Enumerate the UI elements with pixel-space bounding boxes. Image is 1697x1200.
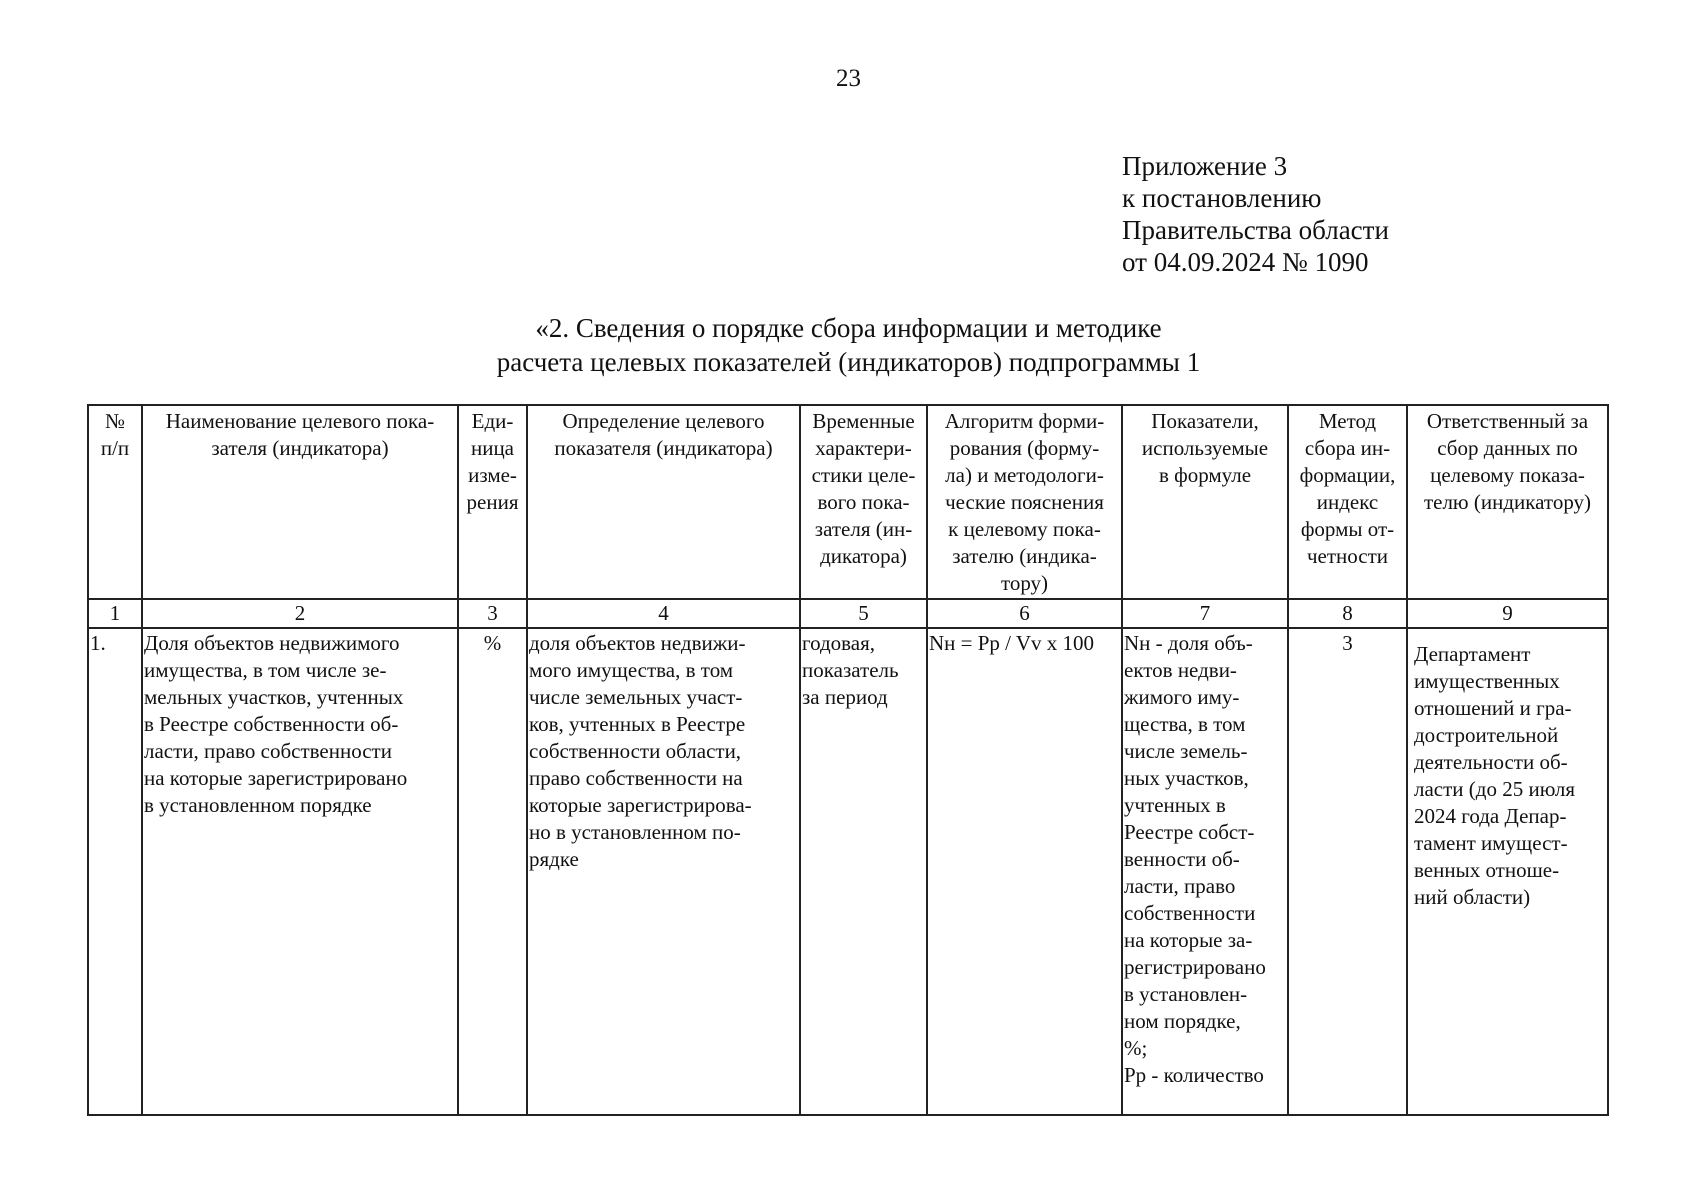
cell-line: изме- bbox=[468, 463, 517, 487]
cell-line: ном порядке, bbox=[1124, 1009, 1241, 1033]
cell-line: зателю (индика- bbox=[952, 544, 1097, 568]
cell-line: в установлен- bbox=[1124, 982, 1248, 1006]
cell-line: характери- bbox=[815, 436, 912, 460]
appendix-block bbox=[1122, 150, 1389, 278]
cell-line: сбор данных по bbox=[1437, 436, 1578, 460]
cell-line: в формуле bbox=[1158, 463, 1252, 487]
cell-line: тору) bbox=[1000, 571, 1049, 595]
appendix-line: к постановлению bbox=[1122, 183, 1322, 213]
cell-line: мельных участков, учтенных bbox=[144, 685, 404, 709]
cell-line: на которые зарегистрировано bbox=[144, 766, 408, 790]
cell-definition bbox=[527, 628, 800, 1115]
header-collection-method bbox=[1288, 405, 1407, 599]
cell-line: телю (индикатору) bbox=[1423, 490, 1592, 514]
cell-line: рения bbox=[466, 490, 519, 514]
column-number: 5 bbox=[800, 599, 927, 628]
cell-line: Метод bbox=[1318, 409, 1377, 433]
cell-line: показатель bbox=[802, 658, 899, 682]
cell-line: рядке bbox=[529, 847, 579, 871]
column-number: 7 bbox=[1122, 599, 1288, 628]
appendix-line: от 04.09.2024 № 1090 bbox=[1122, 247, 1369, 277]
cell-line: достроительной bbox=[1414, 723, 1559, 747]
header-row bbox=[88, 405, 1608, 599]
cell-line: ласти (до 25 июля bbox=[1414, 777, 1576, 801]
page-number: 23 bbox=[836, 65, 861, 92]
cell-line: щества, в том bbox=[1124, 712, 1246, 736]
column-number: 9 bbox=[1407, 599, 1608, 628]
cell-line: ков, учтенных в Реестре bbox=[529, 712, 746, 736]
cell-line: Алгоритм форми- bbox=[944, 409, 1105, 433]
cell-line: ласти, право bbox=[1124, 874, 1236, 898]
header-unit bbox=[458, 405, 527, 599]
cell-line: Временные bbox=[812, 409, 915, 433]
cell-line: жимого иму- bbox=[1124, 685, 1240, 709]
cell-responsible bbox=[1407, 628, 1608, 1115]
cell-line: регистрировано bbox=[1124, 955, 1266, 979]
cell-line: 2024 года Депар- bbox=[1414, 804, 1567, 828]
cell-indicator-name bbox=[142, 628, 458, 1115]
cell-line: учтенных в bbox=[1124, 793, 1226, 817]
cell-line: собственности области, bbox=[529, 739, 742, 763]
table-row bbox=[88, 628, 1608, 1115]
cell-line: стики целе- bbox=[811, 463, 916, 487]
cell-line: формации, bbox=[1299, 463, 1396, 487]
cell-line: венности об- bbox=[1124, 847, 1240, 871]
cell-line: %; bbox=[1124, 1036, 1148, 1060]
cell-line: индекс bbox=[1316, 490, 1379, 514]
cell-line: п/п bbox=[100, 436, 130, 460]
cell-line: Определение целевого bbox=[562, 409, 765, 433]
cell-line: право собственности на bbox=[529, 766, 743, 790]
column-number: 4 bbox=[527, 599, 800, 628]
cell-line: четности bbox=[1306, 544, 1389, 568]
header-formula-indicators bbox=[1122, 405, 1288, 599]
cell-line: № bbox=[104, 409, 126, 433]
cell-line: Nн = Pp / Vv x 100 bbox=[929, 631, 1095, 655]
title-line: «2. Сведения о порядке сбора информации и методике bbox=[535, 313, 1162, 343]
cell-line: Реестре собст- bbox=[1124, 820, 1255, 844]
cell-line: на которые за- bbox=[1124, 928, 1253, 952]
cell-line: ных участков, bbox=[1124, 766, 1249, 790]
cell-line: ла) и методологи- bbox=[945, 463, 1104, 487]
cell-collection-method bbox=[1288, 628, 1407, 1115]
title-line: расчета целевых показателей (индикаторов) подпрограммы 1 bbox=[496, 347, 1201, 377]
cell-line: ница bbox=[470, 436, 515, 460]
cell-line: тамент имущест- bbox=[1414, 831, 1568, 855]
cell-line: мого имущества, в том bbox=[529, 658, 734, 682]
cell-line: вого пока- bbox=[817, 490, 910, 514]
document-title bbox=[0, 311, 1697, 379]
cell-line: Ответственный за bbox=[1426, 409, 1589, 433]
cell-line: имущества, в том числе зе- bbox=[144, 658, 387, 682]
cell-line: деятельности об- bbox=[1414, 750, 1568, 774]
cell-line: Доля объектов недвижимого bbox=[144, 631, 400, 655]
column-number: 2 bbox=[142, 599, 458, 628]
cell-line: Nн - доля объ- bbox=[1124, 631, 1253, 655]
header-algorithm bbox=[927, 405, 1122, 599]
cell-line: в Реестре собственности об- bbox=[144, 712, 399, 736]
cell-line: годовая, bbox=[802, 631, 876, 655]
cell-line: % bbox=[483, 631, 502, 655]
column-number: 3 bbox=[458, 599, 527, 628]
cell-line: но в установленном по- bbox=[529, 820, 741, 844]
cell-line: ческие пояснения bbox=[945, 490, 1104, 514]
cell-line: имущественных bbox=[1414, 669, 1560, 693]
cell-line: дикатора) bbox=[820, 544, 907, 568]
column-number: 8 bbox=[1288, 599, 1407, 628]
cell-line: формы от- bbox=[1300, 517, 1395, 541]
cell-number bbox=[88, 628, 142, 1115]
cell-line: 1. bbox=[90, 631, 106, 655]
cell-line: Еди- bbox=[471, 409, 514, 433]
cell-line: рования (форму- bbox=[949, 436, 1100, 460]
cell-line: числе земельных участ- bbox=[529, 685, 743, 709]
cell-line: в установленном порядке bbox=[144, 793, 372, 817]
cell-line: целевому показа- bbox=[1430, 463, 1585, 487]
cell-line: сбора ин- bbox=[1304, 436, 1391, 460]
cell-line: зателя (индикатора) bbox=[211, 436, 389, 460]
header-indicator-name bbox=[142, 405, 458, 599]
cell-line: Показатели, bbox=[1151, 409, 1259, 433]
cell-line: отношений и гра- bbox=[1414, 696, 1572, 720]
cell-line: к целевому пока- bbox=[948, 517, 1101, 541]
cell-line: венных отноше- bbox=[1414, 858, 1560, 882]
column-number: 1 bbox=[88, 599, 142, 628]
cell-line: зателя (ин- bbox=[814, 517, 913, 541]
cell-line: ласти, право собственности bbox=[144, 739, 392, 763]
column-number: 6 bbox=[927, 599, 1122, 628]
appendix-line: Правительства области bbox=[1122, 215, 1389, 245]
header-responsible bbox=[1407, 405, 1608, 599]
cell-line: за период bbox=[802, 685, 888, 709]
cell-line: 3 bbox=[1342, 631, 1353, 655]
cell-line: ний области) bbox=[1414, 885, 1531, 909]
header-time-characteristics bbox=[800, 405, 927, 599]
cell-line: числе земель- bbox=[1124, 739, 1248, 763]
cell-line: используемые bbox=[1141, 436, 1269, 460]
indicator-table bbox=[87, 404, 1609, 1116]
cell-line: ектов недви- bbox=[1124, 658, 1237, 682]
cell-line: Pp - количество bbox=[1124, 1063, 1264, 1087]
cell-unit bbox=[458, 628, 527, 1115]
cell-time-characteristics bbox=[800, 628, 927, 1115]
column-number-row bbox=[88, 599, 1608, 628]
header-definition bbox=[527, 405, 800, 599]
cell-formula-indicators bbox=[1122, 628, 1288, 1115]
cell-line: Наименование целевого пока- bbox=[165, 409, 435, 433]
header-number bbox=[88, 405, 142, 599]
cell-line: которые зарегистрирова- bbox=[529, 793, 752, 817]
cell-line: Департамент bbox=[1414, 642, 1531, 666]
cell-line: показателя (индикатора) bbox=[554, 436, 773, 460]
cell-line: доля объектов недвижи- bbox=[529, 631, 746, 655]
appendix-line: Приложение 3 bbox=[1122, 151, 1288, 181]
cell-line: собственности bbox=[1124, 901, 1256, 925]
cell-algorithm bbox=[927, 628, 1122, 1115]
